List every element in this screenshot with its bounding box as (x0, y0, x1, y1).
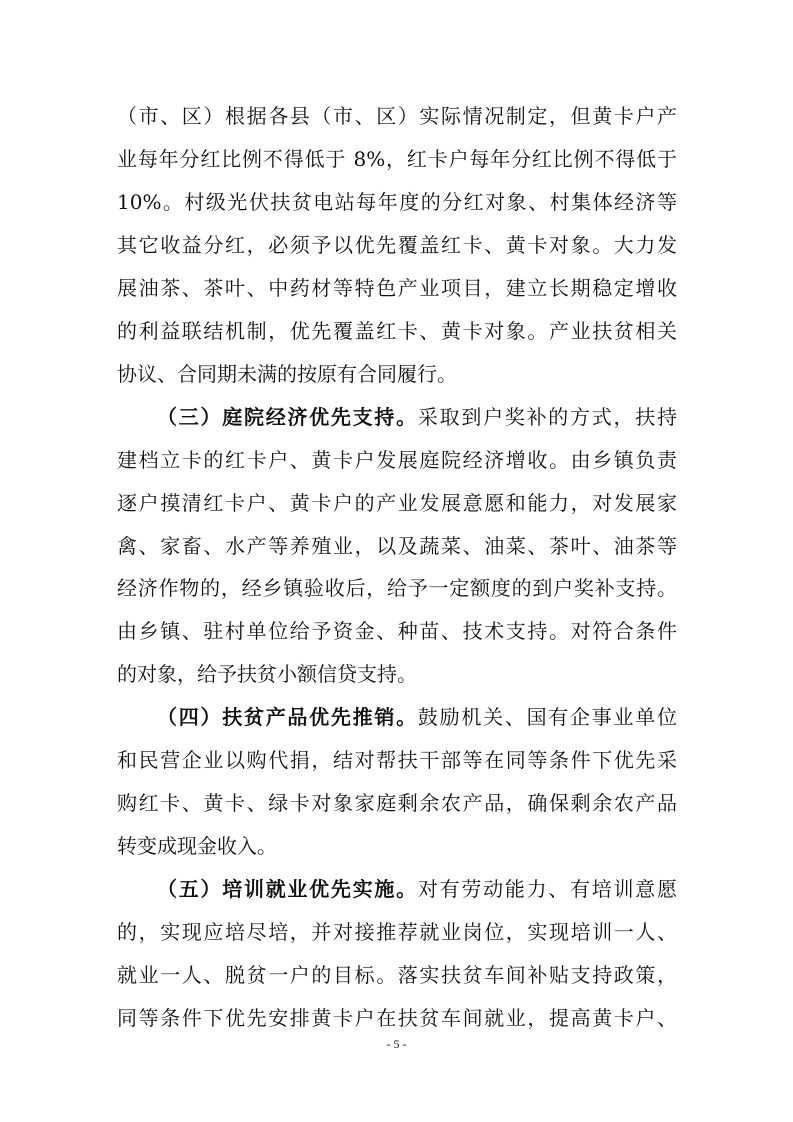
section-text: 鼓励机关、国有企事业单位 (417, 705, 678, 729)
paragraph-line: （市、区）根据各县（市、区）实际情况制定，但黄卡户产 (117, 104, 677, 128)
section-first-line (157, 699, 677, 735)
paragraph-line: 建档立卡的红卡户、黄卡户发展庭院经济增收。由乡镇负责 (117, 448, 677, 472)
section-heading: （三）庭院经济优先支持。 (157, 405, 418, 429)
section-text: 对有劳动能力、有培训意愿 (417, 877, 678, 901)
paragraph-line: 同等条件下优先安排黄卡户在扶贫车间就业，提高黄卡户、 (117, 1006, 677, 1030)
paragraph-line: 的利益联结机制，优先覆盖红卡、黄卡对象。产业扶贫相关 (117, 319, 677, 343)
paragraph-line: 转变成现金收入。 (117, 834, 277, 858)
page-number: - 5 - (386, 1037, 407, 1051)
paragraph-line: 业每年分红比例不得低于 8%，红卡户每年分红比例不得低于 (117, 147, 677, 171)
paragraph-line: 的对象，给予扶贫小额信贷支持。 (117, 662, 417, 686)
section-first-line (157, 399, 677, 435)
paragraph-line: 逐户摸清红卡户、黄卡户的产业发展意愿和能力，对发展家 (117, 491, 677, 515)
paragraph-line: 由乡镇、驻村单位给予资金、种苗、技术支持。对符合条件 (117, 619, 677, 643)
paragraph-line: 展油茶、茶叶、中药材等特色产业项目，建立长期稳定增收 (117, 276, 677, 300)
section-heading: （四）扶贫产品优先推销。 (157, 705, 418, 729)
section-text: 采取到户奖补的方式，扶持 (417, 405, 678, 429)
section-first-line (157, 871, 677, 907)
paragraph-line: 经济作物的，经乡镇验收后，给予一定额度的到户奖补支持。 (117, 576, 677, 600)
paragraph-line: 其它收益分红，必须予以优先覆盖红卡、黄卡对象。大力发 (117, 233, 677, 257)
paragraph-line: 协议、合同期未满的按原有合同履行。 (117, 362, 457, 386)
paragraph-line: 禽、家畜、水产等养殖业，以及蔬菜、油菜、茶叶、油茶等 (117, 534, 677, 558)
paragraph-line: 购红卡、黄卡、绿卡对象家庭剩余农产品，确保剩余农产品 (117, 791, 677, 815)
paragraph-line: 的，实现应培尽培，并对接推荐就业岗位，实现培训一人、 (117, 920, 677, 944)
paragraph-line: 和民营企业以购代捐，结对帮扶干部等在同等条件下优先采 (117, 748, 677, 772)
paragraph-line: 就业一人、脱贫一户的目标。落实扶贫车间补贴支持政策， (117, 963, 677, 987)
paragraph-line: 10%。村级光伏扶贫电站每年度的分红对象、村集体经济等 (117, 190, 677, 214)
section-heading: （五）培训就业优先实施。 (157, 877, 418, 901)
